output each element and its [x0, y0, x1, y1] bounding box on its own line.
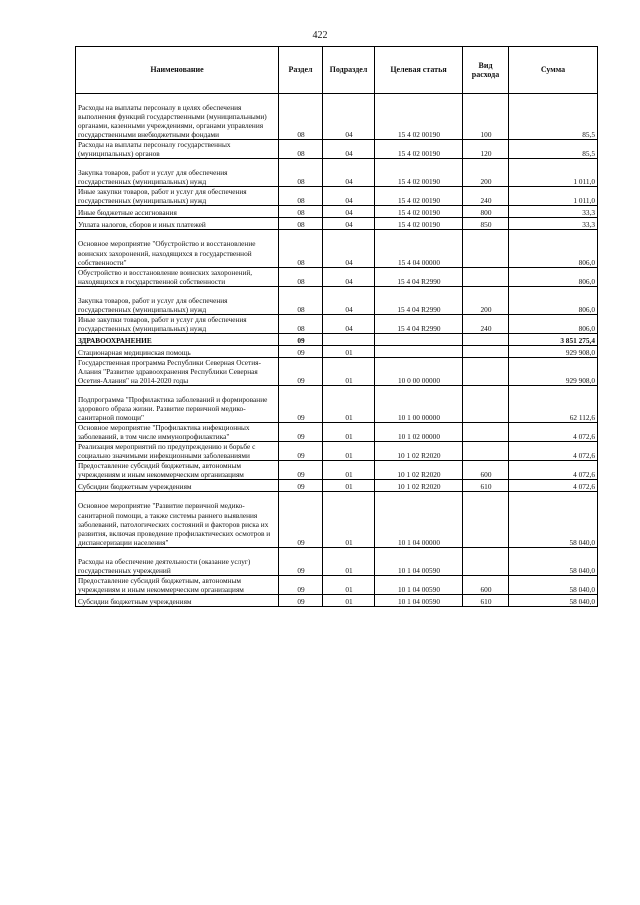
row-vid: 120	[463, 140, 509, 159]
row-name-text: Основное мероприятие "Развитие первичной медико-санитарной помощи, а также системы раннего выявления заболеваний, патологических состояний и факторов риска их развития, включая проведение профилактических осмотров и диспансеризации населения"	[78, 501, 271, 547]
table-row	[76, 314, 598, 333]
row-statya: 10 1 04 00590	[375, 547, 463, 575]
row-name: Расходы на выплаты персоналу государственных (муниципальных) органов	[76, 140, 279, 159]
row-vid: 600	[463, 575, 509, 594]
row-summa: 58 040,0	[509, 575, 598, 594]
row-razdel: 09	[279, 442, 323, 461]
row-statya: 15 4 02 00190	[375, 218, 463, 230]
row-summa: 806,0	[509, 267, 598, 286]
row-razdel: 08	[279, 314, 323, 333]
row-name	[76, 159, 279, 187]
header-vid: Вид расхода	[463, 47, 509, 94]
row-summa: 58 040,0	[509, 547, 598, 575]
row-summa: 85,5	[509, 140, 598, 159]
row-podrazdel: 01	[323, 594, 375, 606]
row-podrazdel: 01	[323, 386, 375, 423]
row-razdel: 09	[279, 480, 323, 492]
row-vid: 850	[463, 218, 509, 230]
row-summa: 62 112,6	[509, 386, 598, 423]
row-statya: 10 1 02 R2020	[375, 442, 463, 461]
row-statya: 15 4 04 R2990	[375, 286, 463, 314]
row-statya: 10 1 00 00000	[375, 386, 463, 423]
table-row	[76, 547, 598, 575]
row-name: Предоставление субсидий бюджетным, автономным учреждениям и иным некоммерческим организациям	[76, 575, 279, 594]
row-razdel: 09	[279, 345, 323, 357]
row-summa: 1 011,0	[509, 187, 598, 206]
table-row	[76, 286, 598, 314]
row-statya	[375, 333, 463, 345]
table-row	[76, 480, 598, 492]
row-statya: 15 4 04 R2990	[375, 314, 463, 333]
row-razdel: 08	[279, 94, 323, 140]
table-row	[76, 159, 598, 187]
table-row	[76, 94, 598, 140]
row-razdel: 08	[279, 159, 323, 187]
table-row	[76, 461, 598, 480]
row-vid	[463, 230, 509, 267]
row-summa: 4 072,6	[509, 442, 598, 461]
row-name: Субсидии бюджетным учреждениям	[76, 594, 279, 606]
row-statya: 15 4 04 00000	[375, 230, 463, 267]
table-row	[76, 492, 598, 547]
row-name-text: Закупка товаров, работ и услуг для обеспечения государственных (муниципальных) нужд	[78, 168, 228, 187]
row-razdel: 08	[279, 206, 323, 218]
row-name-spacer	[78, 230, 277, 239]
row-razdel: 08	[279, 230, 323, 267]
header-podrazdel: Подраздел	[323, 47, 375, 94]
row-name: Стационарная медицинская помощь	[76, 345, 279, 357]
row-podrazdel	[323, 333, 375, 345]
table-header-row	[76, 47, 598, 94]
row-podrazdel: 01	[323, 357, 375, 385]
row-name	[76, 286, 279, 314]
row-statya: 15 4 02 00190	[375, 187, 463, 206]
row-name-text: Основное мероприятие "Обустройство и восстановление воинских захоронений, находящихся в государственной собственности"	[78, 239, 256, 267]
row-vid	[463, 442, 509, 461]
row-vid: 100	[463, 94, 509, 140]
row-summa: 33,3	[509, 206, 598, 218]
row-podrazdel: 01	[323, 492, 375, 547]
table-row	[76, 267, 598, 286]
row-statya	[375, 345, 463, 357]
table-row	[76, 140, 598, 159]
row-podrazdel: 04	[323, 314, 375, 333]
row-vid: 610	[463, 594, 509, 606]
row-podrazdel: 01	[323, 423, 375, 442]
row-name	[76, 94, 279, 140]
row-statya: 15 4 02 00190	[375, 140, 463, 159]
row-summa: 58 040,0	[509, 492, 598, 547]
header-summa: Сумма	[509, 47, 598, 94]
row-statya: 15 4 02 00190	[375, 94, 463, 140]
header-statya: Целевая статья	[375, 47, 463, 94]
row-statya: 10 1 04 00590	[375, 575, 463, 594]
row-summa: 4 072,6	[509, 480, 598, 492]
row-summa: 929 908,0	[509, 345, 598, 357]
row-razdel: 09	[279, 333, 323, 345]
row-statya: 10 0 00 00000	[375, 357, 463, 385]
row-razdel: 08	[279, 187, 323, 206]
table-row	[76, 594, 598, 606]
row-statya: 10 1 04 00590	[375, 594, 463, 606]
row-podrazdel: 04	[323, 94, 375, 140]
row-podrazdel: 04	[323, 286, 375, 314]
row-podrazdel: 04	[323, 140, 375, 159]
row-razdel: 08	[279, 286, 323, 314]
row-vid: 240	[463, 314, 509, 333]
row-razdel: 08	[279, 267, 323, 286]
table-row	[76, 357, 598, 385]
row-name-spacer	[78, 94, 277, 103]
row-name: Предоставление субсидий бюджетным, автономным учреждениям и иным некоммерческим организациям	[76, 461, 279, 480]
row-name-text: Расходы на выплаты персоналу в целях обеспечения выполнения функций государственными (муниципальными) органами, казенными учреждениями, органами управления государственными внебюджетными фондами	[78, 103, 267, 140]
row-summa: 929 908,0	[509, 357, 598, 385]
row-vid: 600	[463, 461, 509, 480]
row-name: ЗДРАВООХРАНЕНИЕ	[76, 333, 279, 345]
row-name-spacer	[78, 492, 277, 501]
row-summa: 3 851 275,4	[509, 333, 598, 345]
row-razdel: 08	[279, 140, 323, 159]
row-razdel: 09	[279, 423, 323, 442]
row-razdel: 09	[279, 492, 323, 547]
row-summa: 806,0	[509, 230, 598, 267]
row-podrazdel: 01	[323, 480, 375, 492]
row-podrazdel: 04	[323, 230, 375, 267]
row-vid	[463, 492, 509, 547]
budget-table	[75, 46, 598, 607]
page-number: 422	[312, 30, 328, 41]
row-statya: 10 1 02 R2020	[375, 480, 463, 492]
row-name-text: Расходы на обеспечение деятельности (оказание услуг) государственных учреждений	[78, 556, 251, 575]
row-name	[76, 386, 279, 423]
row-vid: 200	[463, 159, 509, 187]
row-vid	[463, 357, 509, 385]
row-vid	[463, 547, 509, 575]
row-vid	[463, 333, 509, 345]
table-row	[76, 386, 598, 423]
header-name: Наименование	[76, 47, 279, 94]
row-summa: 806,0	[509, 314, 598, 333]
row-name: Субсидии бюджетным учреждениям	[76, 480, 279, 492]
row-razdel: 09	[279, 575, 323, 594]
table-row	[76, 333, 598, 345]
row-vid: 240	[463, 187, 509, 206]
table-row	[76, 218, 598, 230]
table-row	[76, 442, 598, 461]
row-name: Иные закупки товаров, работ и услуг для обеспечения государственных (муниципальных) нужд	[76, 314, 279, 333]
row-name: Государственная программа Республики Северная Осетия-Алания "Развитие здравоохранения Республики Северная Осетия-Алания" на 2014-2020 годы	[76, 357, 279, 385]
row-razdel: 08	[279, 218, 323, 230]
row-razdel: 09	[279, 461, 323, 480]
row-podrazdel: 01	[323, 547, 375, 575]
table-body	[76, 94, 598, 607]
row-name	[76, 492, 279, 547]
table-row	[76, 206, 598, 218]
row-summa: 4 072,6	[509, 461, 598, 480]
row-summa: 85,5	[509, 94, 598, 140]
table-row	[76, 423, 598, 442]
row-razdel: 09	[279, 357, 323, 385]
row-name: Иные закупки товаров, работ и услуг для обеспечения государственных (муниципальных) нужд	[76, 187, 279, 206]
row-podrazdel: 04	[323, 267, 375, 286]
row-name-spacer	[78, 386, 277, 395]
row-podrazdel: 01	[323, 461, 375, 480]
row-statya: 10 1 02 00000	[375, 423, 463, 442]
row-summa: 806,0	[509, 286, 598, 314]
row-name: Реализация мероприятий по предупреждению и борьбе с социально значимыми инфекционными заболеваниями	[76, 442, 279, 461]
row-podrazdel: 01	[323, 575, 375, 594]
row-name-spacer	[78, 287, 277, 296]
row-summa: 58 040,0	[509, 594, 598, 606]
row-name-spacer	[78, 159, 277, 168]
row-name: Основное мероприятие "Профилактика инфекционных заболеваний, в том числе иммунопрофилактика"	[76, 423, 279, 442]
row-vid	[463, 386, 509, 423]
row-name	[76, 230, 279, 267]
row-statya: 15 4 04 R2990	[375, 267, 463, 286]
table-row	[76, 187, 598, 206]
row-name-text: Закупка товаров, работ и услуг для обеспечения государственных (муниципальных) нужд	[78, 295, 228, 314]
row-statya: 10 1 02 R2020	[375, 461, 463, 480]
row-summa: 1 011,0	[509, 159, 598, 187]
row-summa: 33,3	[509, 218, 598, 230]
row-vid: 610	[463, 480, 509, 492]
row-podrazdel: 04	[323, 206, 375, 218]
row-podrazdel: 04	[323, 187, 375, 206]
row-name-spacer	[78, 548, 277, 557]
row-podrazdel: 04	[323, 159, 375, 187]
row-name-text: Подпрограмма "Профилактика заболеваний и формирование здорового образа жизни. Развитие первичной медико-санитарной помощи"	[78, 395, 268, 423]
table-row	[76, 230, 598, 267]
row-name: Уплата налогов, сборов и иных платежей	[76, 218, 279, 230]
row-podrazdel: 01	[323, 345, 375, 357]
row-vid	[463, 345, 509, 357]
row-vid: 200	[463, 286, 509, 314]
row-razdel: 09	[279, 386, 323, 423]
row-vid	[463, 423, 509, 442]
row-podrazdel: 04	[323, 218, 375, 230]
row-name	[76, 547, 279, 575]
row-statya: 10 1 04 00000	[375, 492, 463, 547]
row-name: Обустройство и восстановление воинских захоронений, находящихся в государственной собственности	[76, 267, 279, 286]
row-statya: 15 4 02 00190	[375, 206, 463, 218]
row-statya: 15 4 02 00190	[375, 159, 463, 187]
row-razdel: 09	[279, 594, 323, 606]
row-podrazdel: 01	[323, 442, 375, 461]
table-row	[76, 345, 598, 357]
row-vid: 800	[463, 206, 509, 218]
header-razdel: Раздел	[279, 47, 323, 94]
row-vid	[463, 267, 509, 286]
row-razdel: 09	[279, 547, 323, 575]
row-summa: 4 072,6	[509, 423, 598, 442]
row-name: Иные бюджетные ассигнования	[76, 206, 279, 218]
table-row	[76, 575, 598, 594]
